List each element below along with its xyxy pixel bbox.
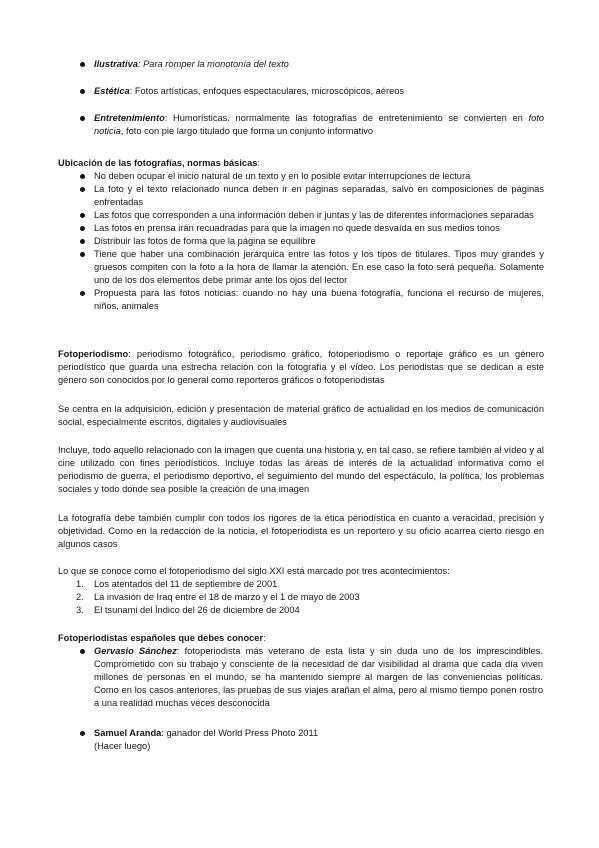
bullet-icon: [80, 187, 85, 192]
section-heading: Fotoperiodistas españoles que debes conocer:: [58, 633, 266, 643]
term-label: Entretenimiento: [94, 113, 165, 123]
bullet-icon: [80, 62, 85, 67]
bullet-icon: [80, 731, 85, 736]
list-item: La foto y el texto relacionado nunca deben ir en páginas separadas, salvo en composiciones de páginas enfrentadas: [0, 183, 599, 209]
photo-types-list: [0, 58, 599, 138]
bullet-icon: [80, 116, 85, 121]
photographers-list-2: [0, 727, 599, 753]
events-list: [0, 578, 599, 617]
bullet-icon: [80, 649, 85, 654]
placement-rules-list: [0, 170, 599, 313]
list-item: No deben ocupar el inicio natural de un texto y en lo posible evitar interrupciones de lectura: [0, 170, 599, 183]
section-heading: Ubicación de las fotografías, normas básicas:: [58, 158, 261, 168]
paragraph: Lo que se conoce como el fotoperiodismo del siglo XXI está marcado por tres acontecimientos:: [58, 566, 450, 576]
item-text: , foto con pie largo titulado que forma un conjunto informativo: [120, 126, 374, 136]
list-item: [0, 58, 599, 71]
bullet-icon: [80, 239, 85, 244]
note-text: (Hacer luego): [94, 741, 151, 751]
term-label: Estética: [94, 86, 130, 96]
list-item: Propuesta para las fotos noticias: cuando no hay una buena fotografía, funciona el recurso de mujeres, niños, animales: [0, 287, 599, 313]
list-item: [0, 85, 599, 98]
photographers-list: [0, 645, 599, 710]
list-item: [0, 112, 599, 138]
bullet-icon: [80, 174, 85, 179]
paragraph: Incluye, todo aquello relacionado con la imagen que cuenta una historia y, en tal caso, se refiere también al vídeo y al cine utilizado con fines periodísticos. Incluye todas las áreas de interés de la actualidad informativa como el periodismo de guerra, el periodismo deportivo, el seguimiento del mundo del espectáculo, la política, los problemas sociales y todo donde sea posible la creación de una imagen: [58, 445, 544, 494]
paragraph-fotoperiodismo: Fotoperiodismo: periodismo fotográfico, periodismo gráfico, fotoperiodismo o reportaje gráfico es un género periodístico que guarda una estrecha relación con la fotografía y el vídeo. Los periodistas que se dedican a este género son conocidos por lo general como reporteros gráficos o fotoperiodistas: [58, 349, 544, 385]
list-item: Las fotos que corresponden a una información deben ir juntas y las de diferentes informaciones separadas: [0, 209, 599, 222]
list-item: Tiene que haber una combinación jerárquica entre las fotos y los tipos de titulares. Tipos muy grandes y gruesos compiten con la foto a la hora de llamar la atención. En ese caso la foto será pequeña. Solamente uno de los dos elementos debe primar ante los ojos del lector: [0, 248, 599, 287]
list-item: Samuel Aranda: ganador del World Press Photo 2011 (Hacer luego): [0, 727, 599, 753]
list-item: Gervasio Sánchez: fotoperiodista más veterano de esta lista y sin duda uno de los imprescindibles. Comprometido con su trabajo y consciente de la necesidad de dar visibilidad al drama que cada día viven millones de personas en el mundo, se ha mantenido siempre al margen de las conveniencias políticas. Como en los casos anteriores, las pruebas de sus viajes arañan el alma, pero al mismo tiempo ponen rostro a una realidad muchas veces desconocida: [0, 645, 599, 710]
item-text: : Para romper la monotonía del texto: [137, 59, 289, 69]
italic-text: foto noticia: [94, 113, 544, 136]
list-item: Las fotos en prensa irán recuadradas para que la imagen no quede desvaída en sus medios tonos: [0, 222, 599, 235]
bullet-icon: [80, 252, 85, 257]
bullet-icon: [80, 291, 85, 296]
paragraph: Se centra en la adquisición, edición y presentación de material gráfico de actualidad en los medios de comunicación social, especialmente escritos, digitales y audiovisuales: [58, 404, 544, 427]
bullet-icon: [80, 226, 85, 231]
list-item: 1. Los atentados del 11 de septiembre de 2001: [76, 579, 278, 589]
list-item: 3. El tsunami del Índico del 26 de diciembre de 2004: [76, 605, 300, 615]
item-text: : Fotos artísticas, enfoques espectaculares, microscópicos, aéreos: [129, 86, 405, 96]
bullet-icon: [80, 89, 85, 94]
list-item: 2. La invasión de Iraq entre el 18 de marzo y el 1 de mayo de 2003: [76, 592, 360, 602]
item-text: : Humorísticas. normalmente las fotografías de entretenimiento se convierten en: [164, 113, 529, 123]
list-item: Distribuir las fotos de forma que la página se equilibre: [0, 235, 599, 248]
paragraph: La fotografía debe también cumplir con todos los rigores de la ética periodística en cuanto a veracidad, precisión y objetividad. Como en la redacción de la noticia, el fotoperiodista es un reportero y su oficio acarrea cierto riesgo en algunos casos: [58, 513, 544, 549]
bullet-icon: [80, 213, 85, 218]
term-label: Ilustrativa: [94, 59, 138, 69]
